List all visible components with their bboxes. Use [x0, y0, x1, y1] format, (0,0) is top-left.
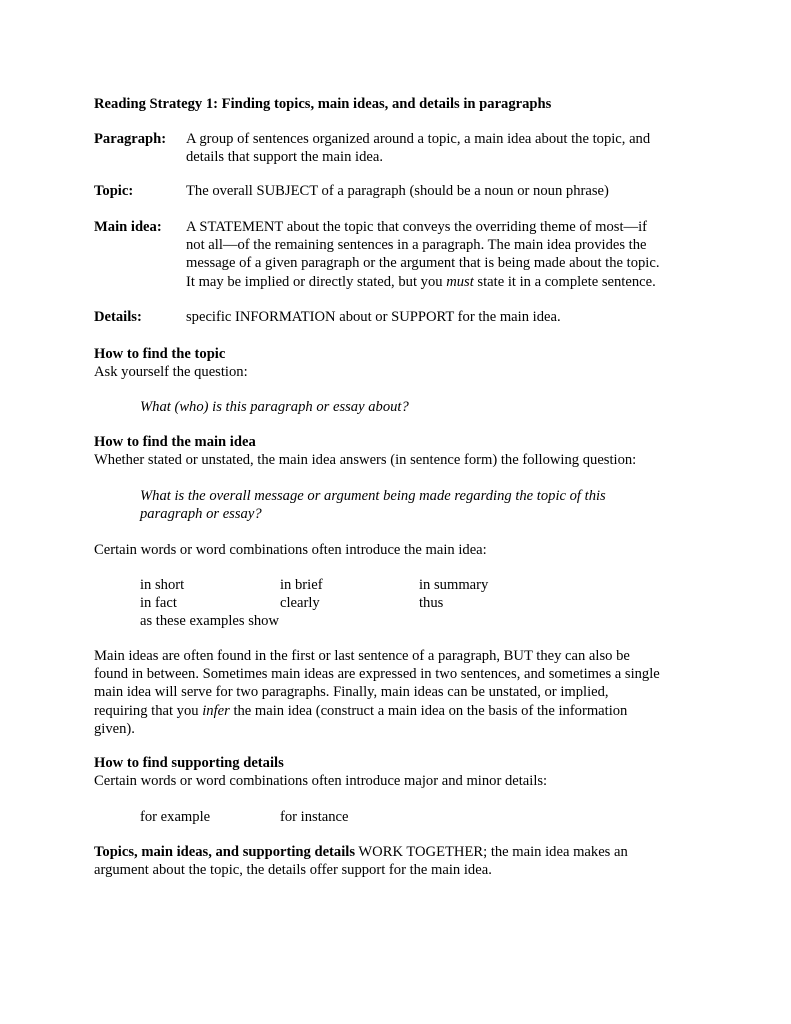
text-run: state it in a complete sentence. — [473, 273, 656, 290]
paragraph-line: found in between. Sometimes main ideas are expressed in two sentences, and sometimes a single — [94, 666, 660, 683]
detail-signal-word: for instance — [280, 809, 349, 825]
bold-lead: Topics, main ideas, and supporting details — [94, 844, 356, 860]
text-run: WORK TOGETHER; the main idea makes an — [355, 844, 628, 860]
definition-term: Paragraph: — [94, 131, 167, 147]
definition-paragraph — [94, 130, 704, 166]
question-line: What is the overall message or argument being made regarding the topic of this — [140, 488, 606, 504]
signal-word: clearly — [280, 595, 320, 611]
section-heading-details: How to find supporting details — [94, 755, 284, 771]
definition-text — [186, 182, 704, 200]
definition-topic — [94, 182, 704, 200]
definition-line: specific INFORMATION about or SUPPORT for the main idea. — [186, 309, 561, 325]
text-run: requiring that you — [94, 702, 203, 719]
definition-term: Details: — [94, 309, 142, 325]
definition-line: A STATEMENT about the topic that conveys the overriding theme of most—if — [186, 219, 648, 235]
definition-line: A group of sentences organized around a topic, a main idea about the topic, and — [186, 131, 651, 147]
signal-word: thus — [419, 595, 444, 611]
guiding-question: What (who) is this paragraph or essay about? — [140, 399, 409, 415]
signal-word: as these examples show — [140, 613, 280, 629]
paragraph-line: given). — [94, 720, 135, 737]
section-intro: Certain words or word combinations often introduce major and minor details: — [94, 773, 548, 789]
definition-details — [94, 308, 704, 326]
signal-word: in fact — [140, 595, 177, 611]
definition-term: Topic: — [94, 183, 134, 199]
definition-line — [186, 273, 704, 291]
section-intro: Whether stated or unstated, the main idea answers (in sentence form) the following question: — [94, 452, 637, 468]
paragraph-line — [94, 702, 714, 720]
definition-line: The overall SUBJECT of a paragraph (should be a noun or noun phrase) — [186, 183, 609, 199]
definition-main-idea — [94, 218, 704, 291]
question-line: paragraph or essay? — [140, 506, 262, 523]
signal-word: in short — [140, 577, 185, 593]
section-heading-main-idea: How to find the main idea — [94, 434, 256, 450]
paragraph-line: Main ideas are often found in the first or last sentence of a paragraph, BUT they can also be — [94, 648, 630, 664]
emphasis: must — [446, 273, 474, 290]
main-idea-paragraph — [94, 647, 714, 738]
signal-word: in summary — [419, 577, 489, 593]
closing-paragraph — [94, 843, 628, 879]
definition-text — [186, 218, 704, 291]
document-title: Reading Strategy 1: Finding topics, main ideas, and details in paragraphs — [94, 96, 552, 112]
detail-signal-word: for example — [140, 809, 211, 825]
emphasis: infer — [202, 702, 230, 719]
paragraph-line: argument about the topic, the details offer support for the main idea. — [94, 862, 492, 879]
definition-line: message of a given paragraph or the argument that is being made about the topic. — [186, 255, 660, 272]
definition-text — [186, 130, 704, 166]
definition-text — [186, 308, 704, 326]
signal-words-intro: Certain words or word combinations often introduce the main idea: — [94, 542, 487, 558]
paragraph-line — [94, 843, 628, 861]
text-run: It may be implied or directly stated, but you — [186, 273, 447, 290]
definition-line: details that support the main idea. — [186, 149, 383, 166]
paragraph-line: main idea will serve for two paragraphs. Finally, main ideas can be unstated, or implied, — [94, 684, 609, 701]
definition-term: Main idea: — [94, 219, 162, 235]
guiding-question — [140, 487, 606, 523]
text-run: the main idea (construct a main idea on the basis of the information — [229, 702, 628, 719]
signal-word: in brief — [280, 577, 323, 593]
section-heading-topic: How to find the topic — [94, 346, 226, 362]
section-intro: Ask yourself the question: — [94, 364, 248, 380]
definition-line: not all—of the remaining sentences in a paragraph. The main idea provides the — [186, 237, 647, 254]
